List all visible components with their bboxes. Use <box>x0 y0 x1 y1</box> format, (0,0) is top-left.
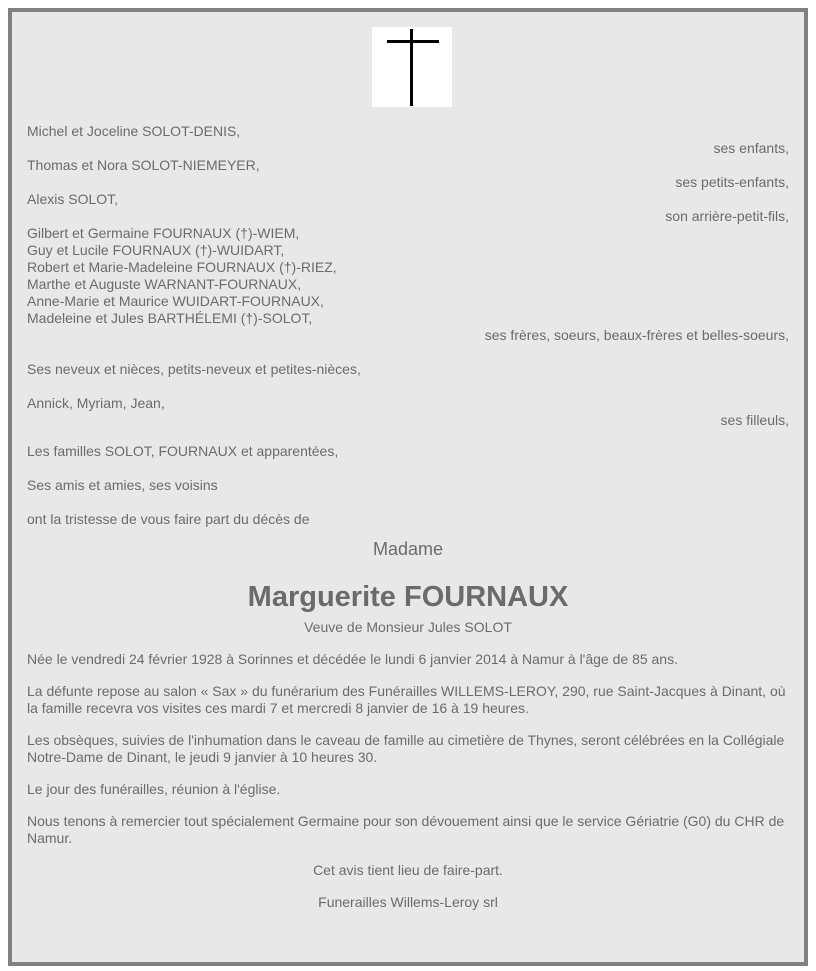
great-grandchild-relation: son arrière-petit-fils, <box>665 208 789 224</box>
sibling-name: Robert et Marie-Madeleine FOURNAUX (†)-RIEZ, <box>27 259 337 275</box>
obituary-frame <box>8 8 808 966</box>
sibling-name: Anne-Marie et Maurice WUIDART-FOURNAUX, <box>27 293 324 309</box>
deceased-name: Marguerite FOURNAUX <box>247 581 569 613</box>
children-relation: ses enfants, <box>713 140 789 156</box>
families-line: Les familles SOLOT, FOURNAUX et apparentées, <box>27 443 339 459</box>
sibling-name: Guy et Lucile FOURNAUX (†)-WUIDART, <box>27 242 285 258</box>
sibling-name: Gilbert et Germaine FOURNAUX (†)-WIEM, <box>27 225 300 241</box>
meeting-text: Le jour des funérailles, réunion à l'église. <box>27 781 281 797</box>
godchildren-names: Annick, Myriam, Jean, <box>27 395 165 411</box>
sibling-name: Marthe et Auguste WARNANT-FOURNAUX, <box>27 276 302 292</box>
obituary-content <box>27 119 789 911</box>
funeral-text: Les obsèques, suivies de l'inhumation dans le caveau de famille au cimetière de Thynes, seront célébrées en la Collégiale Notre-Dame de Dinant, le jeudi 9 janvier à 10 heures 30. <box>27 732 785 765</box>
funeral-home-name: Funerailles Willems-Leroy srl <box>318 894 498 910</box>
grandchildren-relation: ses petits-enfants, <box>675 174 789 190</box>
siblings-relation: ses frères, soeurs, beaux-frères et belles-soeurs, <box>484 327 789 343</box>
birth-death-text: Née le vendredi 24 février 1928 à Sorinnes et décédée le lundi 6 janvier 2014 à Namur à l'âge de 85 ans. <box>27 651 678 667</box>
friends-line: Ses amis et amies, ses voisins <box>27 477 218 493</box>
children-names: Michel et Joceline SOLOT-DENIS, <box>27 123 241 139</box>
grandchildren-names: Thomas et Nora SOLOT-NIEMEYER, <box>27 157 260 173</box>
godchildren-relation: ses filleuls, <box>720 412 789 428</box>
thanks-text: Nous tenons à remercier tout spécialement Germaine pour son dévouement ainsi que le service Gériatrie (G0) du CHR de Namur. <box>27 813 785 846</box>
cross-icon <box>372 27 452 107</box>
deceased-title: Madame <box>372 539 444 559</box>
deceased-subtitle: Veuve de Monsieur Jules SOLOT <box>304 619 512 635</box>
great-grandchild-names: Alexis SOLOT, <box>27 191 119 207</box>
nephews-line: Ses neveux et nièces, petits-neveux et petites-nièces, <box>27 361 361 377</box>
sibling-name: Madeleine et Jules BARTHÉLEMI (†)-SOLOT, <box>27 310 313 326</box>
announcement-line: ont la tristesse de vous faire part du décès de <box>27 511 310 527</box>
cross-horizontal-bar <box>387 40 439 43</box>
visitation-text: La défunte repose au salon « Sax » du funérarium des Funérailles WILLEMS-LEROY, 290, rue Saint-Jacques à Dinant, où la famille recevra vos visites ces mardi 7 et mercredi 8 janvier de 16 à 19 heures. <box>27 683 786 716</box>
notice-text: Cet avis tient lieu de faire-part. <box>313 862 503 878</box>
